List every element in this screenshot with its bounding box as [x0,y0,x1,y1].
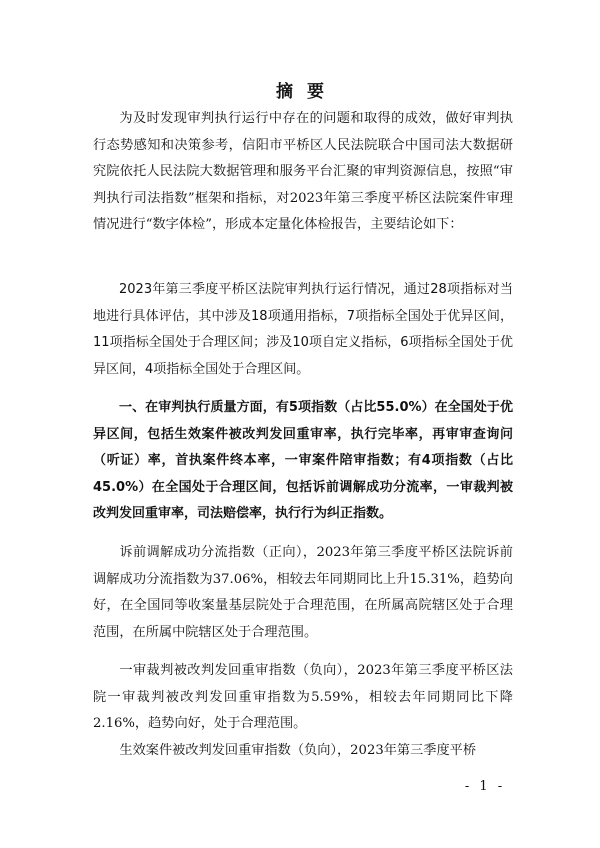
summary-paragraph: 2023年第三季度平桥区法院审判执行运行情况，通过28项指标对当地进行具体评估，其中涉及18项通用指标，7项指标全国处于优异区间，11项指标全国处于合理区间；涉及10项自定义指标，6项指标全国处于优异区间，4项指标全国处于合理区间。 [93,282,513,377]
intro-paragraph: 为及时发现审判执行运行中存在的问题和取得的成效，做好审判执行态势感知和决策参考，信阳市平桥区人民法院联合中国司法大数据研究院依托人民法院大数据管理和服务平台汇聚的审判资源信息，按照“审判执行司法指数”框架和指标，对2023年第三季度平桥区法院案件审理情况进行“数字体检”，形成本定量化体检报告，主要结论如下： [93,111,513,233]
page-number: - 1 - [464,779,506,794]
first-instance-retrial-paragraph: 一审裁判被改判发回重审指数（负向），2023年第三季度平桥区法院一审裁判被改判发回重审指数为5.59%，相较去年同期同比下降2.16%，趋势向好，处于合理范围。 [93,663,513,732]
effective-case-retrial-paragraph: 生效案件被改判发回重审指数（负向），2023年第三季度平桥 [119,743,477,758]
page-title: 摘要 [276,82,338,102]
pre-litigation-mediation-paragraph: 诉前调解成功分流指数（正向），2023年第三季度平桥区法院诉前调解成功分流指数为37.06%，相较去年同期同比上升15.31%，趋势向好，在全国同等收案量基层院处于合理范围，在所属高院辖区处于合理范围，在所属中院辖区处于合理范围。 [93,545,513,640]
quality-section-paragraph: 一、在审判执行质量方面，有5项指数（占比55.0%）在全国处于优异区间，包括生效案件被改判发回重审率，执行完毕率，再审审查询问（听证）率，首执案件终本率，一审案件陪审指数；有4项指数（占比45.0%）在全国处于合理区间，包括诉前调解成功分流率，一审裁判被改判发回重审率，司法赔偿率，执行行为纠正指数。 [93,400,513,522]
